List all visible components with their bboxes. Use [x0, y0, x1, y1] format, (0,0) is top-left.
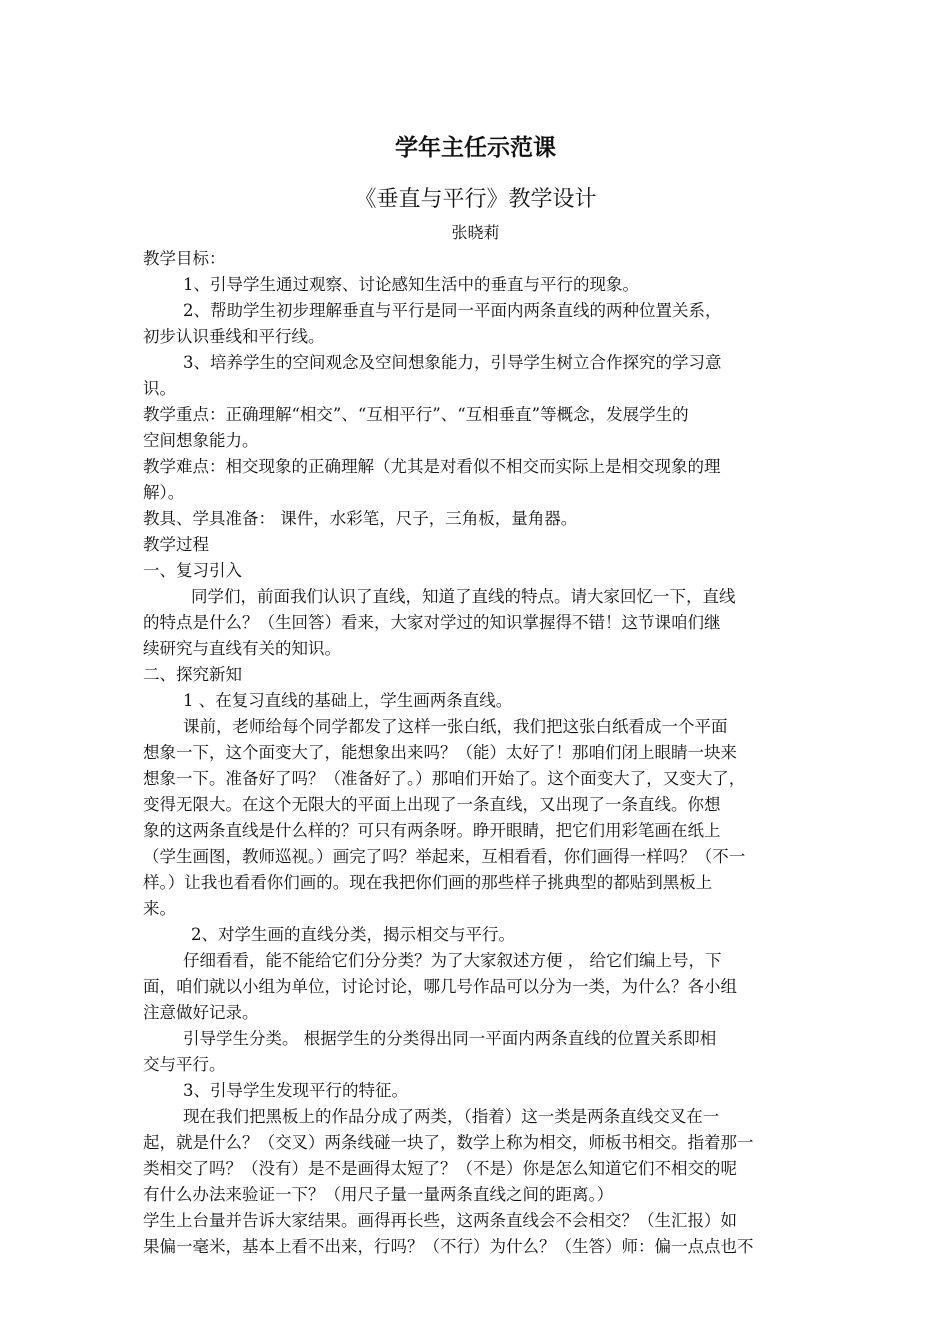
body-text-line: 来。: [143, 899, 176, 918]
body-text-line: 同学们，前面我们认识了直线，知道了直线的特点。请大家回忆一下，直线: [191, 587, 736, 606]
body-text-line: （学生画图，教师巡视。）画完了吗？举起来，互相看看，你们画得一样吗？（不一: [143, 847, 746, 866]
body-text-line: 仔细看看，能不能给它们分分类？为了大家叙述方便 ， 给它们编上号，下: [183, 951, 722, 970]
body-text-line: 样。）让我也看看你们画的。现在我把你们画的那些样子挑典型的都贴到黑板上: [143, 873, 713, 892]
body-text-line: 初步认识垂线和平行线。: [143, 327, 325, 346]
body-text-line: 类相交了吗？（没有）是不是画得太短了？（不是）你是怎么知道它们不相交的呢: [143, 1159, 737, 1178]
body-text-line: 1、引导学生通过观察、讨论感知生活中的垂直与平行的现象。: [183, 275, 639, 294]
body-text-line: 现在我们把黑板上的作品分成了两类，（指着）这一类是两条直线交叉在一: [183, 1107, 720, 1126]
body-text-line: 二、探究新知: [143, 665, 242, 684]
body-text-line: 3、引导学生发现平行的特征。: [183, 1081, 408, 1100]
body-text-line: 教学目标：: [143, 249, 226, 268]
body-text-line: 一、复习引入: [143, 561, 242, 580]
body-text-line: 教学过程: [143, 535, 209, 554]
body-text-line: 教具、学具准备： 课件，水彩笔，尺子，三角板，量角器。: [143, 509, 578, 528]
body-text-line: 象的这两条直线是什么样的？可只有两条呀。睁开眼睛，把它们用彩笔画在纸上: [143, 821, 721, 840]
body-text-line: 学生上台量并告诉大家结果。画得再长些，这两条直线会不会相交？（生汇报）如: [143, 1211, 737, 1230]
body-text-line: 注意做好记录。: [143, 1003, 259, 1022]
body-text-line: 课前，老师给每个同学都发了这样一张白纸，我们把这张白纸看成一个平面: [183, 717, 728, 736]
body-text-line: 3、培养学生的空间观念及空间想象能力，引导学生树立合作探究的学习意: [183, 353, 722, 372]
body-text-line: 果偏一毫米，基本上看不出来，行吗？（不行）为什么？（生答）师：偏一点点也不: [143, 1237, 754, 1256]
body-text-line: 变得无限大。在这个无限大的平面上出现了一条直线，又出现了一条直线。你想: [143, 795, 721, 814]
body-text-line: 续研究与直线有关的知识。: [143, 639, 341, 658]
body-text-line: 识。: [143, 379, 176, 398]
document-author: 张晓莉: [451, 223, 500, 242]
body-text-line: 起，就是什么？（交叉）两条线碰一块了，数学上称为相交，师板书相交。指着那一: [143, 1133, 754, 1152]
document-body: [143, 246, 808, 1260]
body-text-line: 1 、在复习直线的基础上，学生画两条直线。: [183, 691, 513, 710]
body-text-line: 教学难点：相交现象的正确理解（尤其是对看似不相交而实际上是相交现象的理: [143, 457, 721, 476]
body-text-line: 解）。: [143, 483, 185, 502]
body-text-line: 2、帮助学生初步理解垂直与平行是同一平面内两条直线的两种位置关系，: [183, 301, 722, 320]
body-text-line: 想象一下，这个面变大了，能想象出来吗？（能）太好了！那咱们闭上眼睛一块来: [143, 743, 737, 762]
document-page: [143, 130, 808, 1260]
document-subtitle: 《垂直与平行》教学设计: [354, 187, 597, 212]
body-text-line: 空间想象能力。: [143, 431, 259, 450]
body-text-line: 教学重点：正确理解“相交”、“互相平行”、“互相垂直”等概念，发展学生的: [143, 405, 689, 424]
document-title: 学年主任示范课: [395, 134, 556, 161]
body-text-line: 想象一下。准备好了吗？（准备好了。）那咱们开始了。这个面变大了，又变大了，: [143, 769, 746, 788]
body-text-line: 引导学生分类。 根据学生的分类得出同一平面内两条直线的位置关系即相: [183, 1029, 717, 1048]
body-text-line: 有什么办法来验证一下？（用尺子量一量两条直线之间的距离。）: [143, 1185, 614, 1204]
body-text-line: 的特点是什么？（生回答）看来，大家对学过的知识掌握得不错！这节课咱们继: [143, 613, 721, 632]
body-text-line: 面，咱们就以小组为单位，讨论讨论，哪几号作品可以分为一类，为什么？各小组: [143, 977, 737, 996]
body-text-line: 交与平行。: [143, 1055, 226, 1074]
body-text-line: 2、对学生画的直线分类，揭示相交与平行。: [191, 925, 515, 944]
